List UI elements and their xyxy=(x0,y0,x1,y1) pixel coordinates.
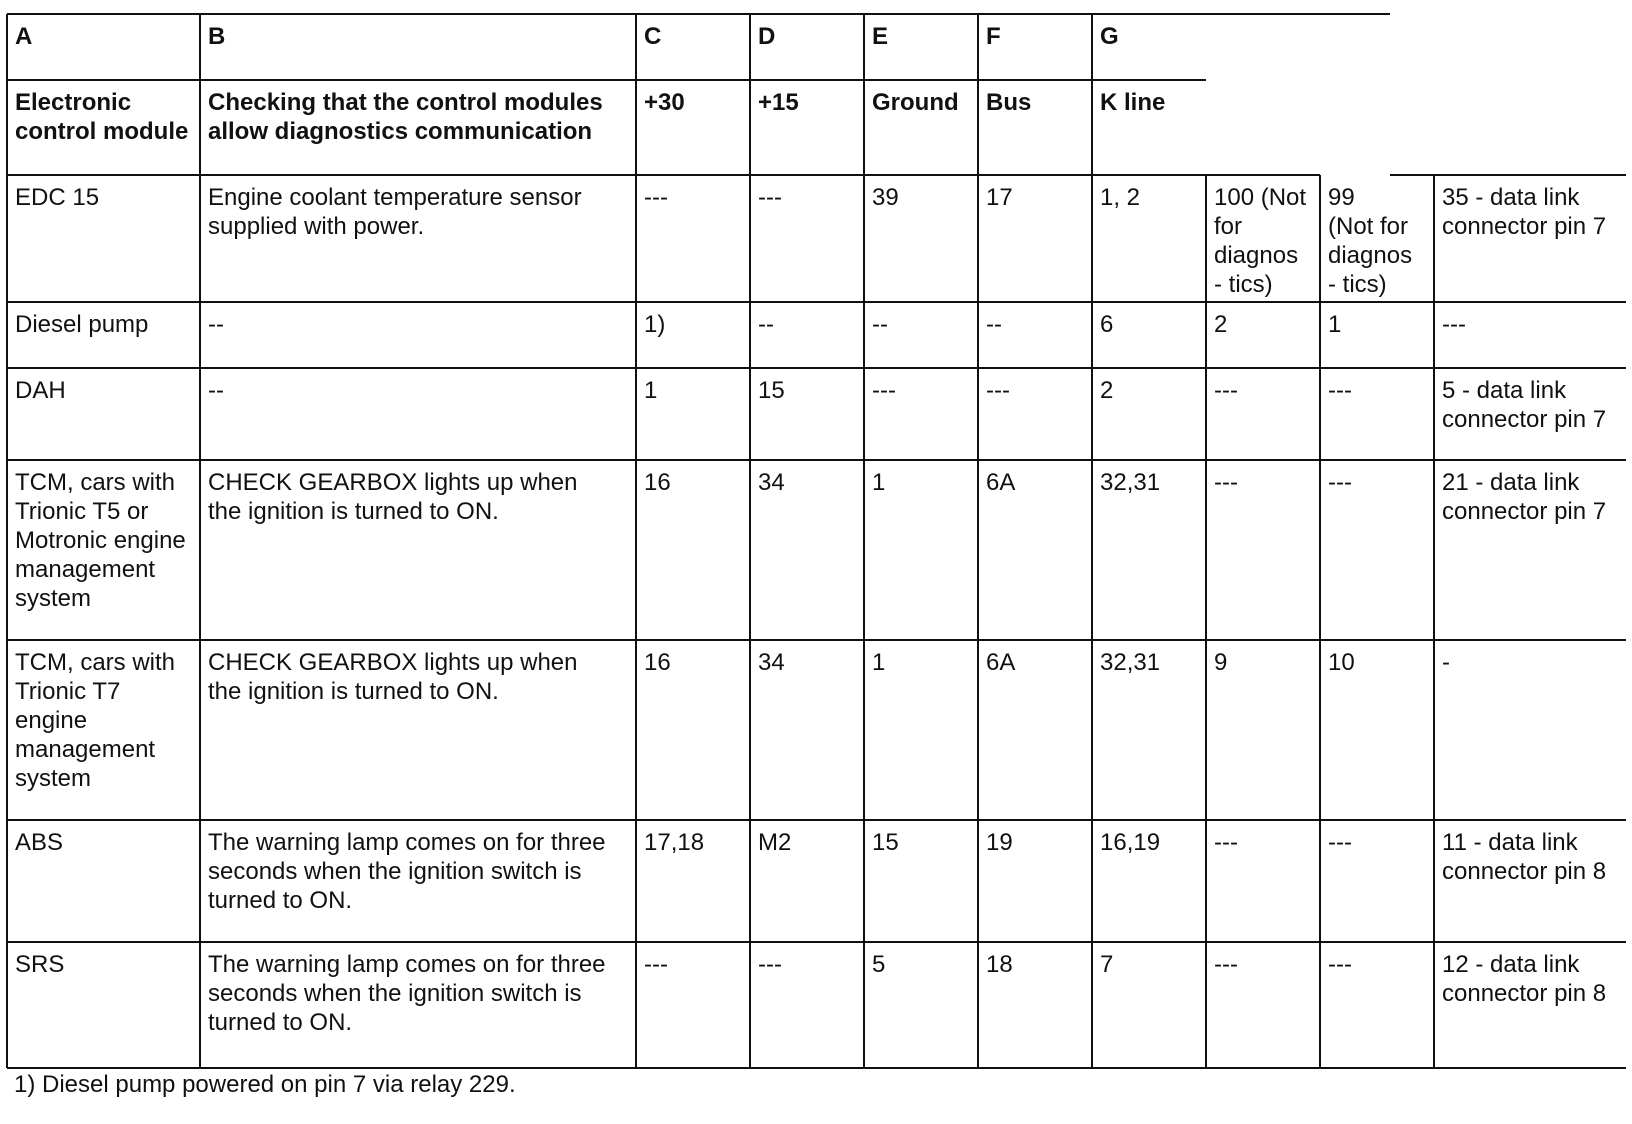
row-6-col10: 11 - data link connector pin 8 xyxy=(1442,829,1607,885)
header-module: Electronic control module xyxy=(15,89,189,145)
row-7-check: The warning lamp comes on for three seconds when the ignition switch is turned to ON. xyxy=(208,951,606,1036)
row-4-col10: 21 - data link connector pin 7 xyxy=(1442,469,1607,525)
row-4-col8: --- xyxy=(1214,469,1238,496)
row-6-ground: 15 xyxy=(872,829,899,856)
row-4-ground: 1 xyxy=(872,469,886,496)
row-4-module: TCM, cars with Trionic T5 or Motronic engine management system xyxy=(15,469,186,612)
row-3-check: -- xyxy=(208,377,224,404)
header-plus15: +15 xyxy=(758,89,799,116)
row-4-col9: --- xyxy=(1328,469,1352,496)
row-3-module: DAH xyxy=(15,377,66,404)
row-4-plus30: 16 xyxy=(644,469,671,496)
row-2-col10: --- xyxy=(1442,311,1466,338)
row-3-col9: --- xyxy=(1328,377,1352,404)
row-3-plus30: 1 xyxy=(644,377,658,404)
row-2-kline: 6 xyxy=(1100,311,1114,338)
row-2-bus: -- xyxy=(986,311,1002,338)
row-6-kline: 16,19 xyxy=(1100,829,1161,856)
row-5-col10: - xyxy=(1442,649,1450,676)
row-7-col8: --- xyxy=(1214,951,1238,978)
column-letter-a: A xyxy=(15,23,33,50)
column-letter-e: E xyxy=(872,23,889,50)
row-6-col9: --- xyxy=(1328,829,1352,856)
row-5-bus: 6A xyxy=(986,649,1016,676)
row-3-kline: 2 xyxy=(1100,377,1114,404)
row-6-plus30: 17,18 xyxy=(644,829,705,856)
grid-vline xyxy=(749,14,751,1068)
row-6-module: ABS xyxy=(15,829,64,856)
row-5-ground: 1 xyxy=(872,649,886,676)
row-6-check: The warning lamp comes on for three seconds when the ignition switch is turned to ON. xyxy=(208,829,606,914)
row-4-check: CHECK GEARBOX lights up when the ignition is turned to ON. xyxy=(208,469,578,525)
row-6-plus15: M2 xyxy=(758,829,792,856)
row-7-bus: 18 xyxy=(986,951,1013,978)
row-2-ground: -- xyxy=(872,311,888,338)
row-2-module: Diesel pump xyxy=(15,311,149,338)
grid-vline xyxy=(863,14,865,1068)
row-2-check: -- xyxy=(208,311,224,338)
row-5-module: TCM, cars with Trionic T7 engine management system xyxy=(15,649,176,792)
grid-hline xyxy=(7,1067,1626,1069)
row-1-col9: 99 (Not for diagnos - tics) xyxy=(1328,184,1413,298)
row-3-col10: 5 - data link connector pin 7 xyxy=(1442,377,1607,433)
row-2-col8: 2 xyxy=(1214,311,1228,338)
footnote: 1) Diesel pump powered on pin 7 via relay 229. xyxy=(14,1071,516,1098)
column-letter-g: G xyxy=(1100,23,1119,50)
row-1-check: Engine coolant temperature sensor supplied with power. xyxy=(208,184,582,240)
row-2-plus30: 1) xyxy=(644,311,666,338)
header-check: Checking that the control modules allow diagnostics communication xyxy=(208,89,603,145)
row-1-plus30: --- xyxy=(644,184,668,211)
row-1-ground: 39 xyxy=(872,184,899,211)
row-7-kline: 7 xyxy=(1100,951,1114,978)
row-3-ground: --- xyxy=(872,377,896,404)
row-1-col10: 35 - data link connector pin 7 xyxy=(1442,184,1607,240)
row-1-kline: 1, 2 xyxy=(1100,184,1141,211)
row-1-bus: 17 xyxy=(986,184,1013,211)
row-2-col9: 1 xyxy=(1328,311,1342,338)
row-3-bus: --- xyxy=(986,377,1010,404)
grid-vline xyxy=(977,14,979,1068)
header-ground: Ground xyxy=(872,89,959,116)
row-6-col8: --- xyxy=(1214,829,1238,856)
column-letter-f: F xyxy=(986,23,1001,50)
row-3-plus15: 15 xyxy=(758,377,785,404)
row-2-plus15: -- xyxy=(758,311,774,338)
row-7-plus15: --- xyxy=(758,951,782,978)
row-7-module: SRS xyxy=(15,951,65,978)
column-letter-d: D xyxy=(758,23,776,50)
header-plus30: +30 xyxy=(644,89,685,116)
row-4-kline: 32,31 xyxy=(1100,469,1161,496)
row-1-module: EDC 15 xyxy=(15,184,100,211)
row-5-col9: 10 xyxy=(1328,649,1355,676)
grid-vline xyxy=(1091,14,1093,1068)
row-5-check: CHECK GEARBOX lights up when the ignition is turned to ON. xyxy=(208,649,578,705)
row-7-ground: 5 xyxy=(872,951,886,978)
row-4-bus: 6A xyxy=(986,469,1016,496)
row-3-col8: --- xyxy=(1214,377,1238,404)
row-7-plus30: --- xyxy=(644,951,668,978)
header-bus: Bus xyxy=(986,89,1032,116)
row-5-kline: 32,31 xyxy=(1100,649,1161,676)
row-5-plus30: 16 xyxy=(644,649,671,676)
row-5-plus15: 34 xyxy=(758,649,785,676)
row-7-col10: 12 - data link connector pin 8 xyxy=(1442,951,1607,1007)
row-1-plus15: --- xyxy=(758,184,782,211)
column-letter-c: C xyxy=(644,23,662,50)
row-4-plus15: 34 xyxy=(758,469,785,496)
row-5-col8: 9 xyxy=(1214,649,1228,676)
row-7-col9: --- xyxy=(1328,951,1352,978)
row-1-col8: 100 (Not for diagnos - tics) xyxy=(1214,184,1307,298)
row-6-bus: 19 xyxy=(986,829,1013,856)
header-kline: K line xyxy=(1100,89,1166,116)
column-letter-b: B xyxy=(208,23,226,50)
